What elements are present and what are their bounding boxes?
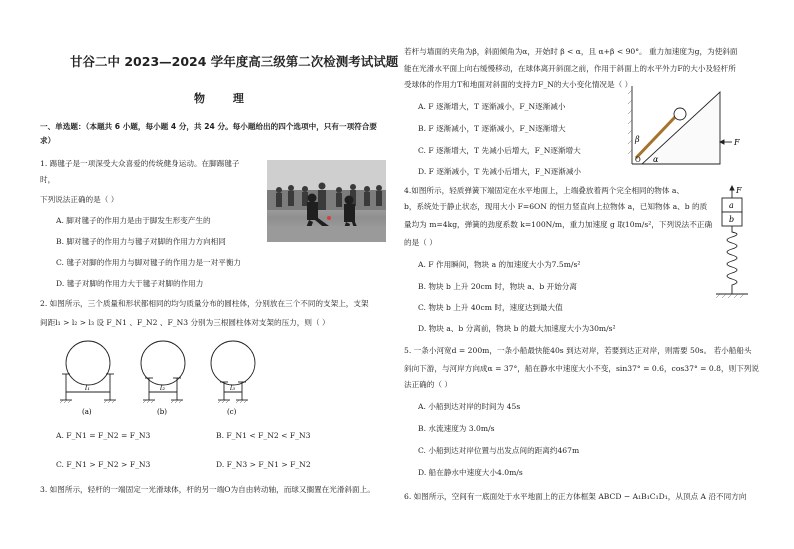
q2-option-b: B. F_N1 < F_N2 < F_N3: [216, 431, 311, 440]
q2-option-a: A. F_N1 = F_N2 = F_N3: [56, 431, 151, 440]
q1-option-d: D. 毽子对脚的作用力大于毽子对脚的作用力: [56, 279, 204, 288]
q2-figure: [60, 338, 300, 418]
q2-option-d: D. F_N3 > F_N1 > F_N2: [216, 460, 311, 469]
q1-stem-ask: 下列说法正确的是（ ）: [40, 195, 119, 204]
q4-stem: 4.如图所示，轻质弹簧下端固定在水平地面上，上端叠放着两个完全相同的物体 a、: [404, 186, 684, 195]
q3-o-label: O: [635, 156, 641, 164]
q2-l2-label: l₂: [160, 384, 166, 392]
q1-option-b: B. 脚对毽子的作用力与毽子对脚的作用力方向相同: [56, 237, 226, 246]
q5-stem: 5. 一条小河宽d = 200m，一条小船最快能40s 到达对岸，若要到达正对岸，则需要 50s。 若小船船头: [404, 346, 752, 355]
q5-stem-line3: 法正确的（ ）: [404, 380, 452, 389]
q2-stem-cont: 间距l₁ > l₂ > l₃ 设 F_N1 、F_N2 、F_N3 分别为三根圆柱体对支架的压力，则（ ）: [40, 318, 330, 327]
q2-fig-b-label: (b): [157, 408, 167, 416]
q5-option-a: A. 小船到达对岸的时间为 45s: [418, 402, 521, 411]
q3-stem-line3: 能在光滑水平面上向右缓慢移动，在球体离开斜面之前，作用于斜面上的水平外力F的大小及轻杆所: [404, 64, 736, 73]
section-heading-cont: 求）: [40, 136, 56, 145]
q4-option-a: A. F 作用瞬间，物块 a 的加速度大小为7.5m/s²: [418, 260, 581, 269]
q5-option-b: B. 水流速度为 3.0m/s: [418, 424, 495, 433]
q1-option-c: C. 毽子对脚的作用力与脚对毽子的作用力是一对平衡力: [56, 258, 242, 267]
q5-stem-line2: 斜向下游，与河岸方向成α = 37°，船在静水中速度大小不变，sin37° = 0.6，cos37° = 0.8，则下列说: [404, 364, 759, 373]
q1-stem-cont: 时，: [40, 175, 56, 184]
q4-a-label: a: [729, 201, 734, 210]
q3-alpha-label: α: [653, 155, 659, 164]
q3-option-d: D. F 逐渐减小，T 先减小后增大，F_N逐渐减小: [418, 167, 582, 176]
q5-option-c: C. 小船到达对岸位置与出发点间的距离约467m: [418, 446, 580, 455]
q1-stem: 1. 踢毽子是一项深受大众喜爱的传统健身运动。在脚踢毽子: [40, 159, 240, 168]
q4-option-b: B. 物块 b 上升 20cm 时，物块 a、b 开始分离: [418, 282, 577, 291]
q3-beta-label: β: [635, 135, 640, 144]
q4-stem-line4: 的是（ ）: [404, 238, 437, 247]
q2-l3-label: l₃: [230, 384, 236, 392]
q3-option-b: B. F 逐渐减小，T 逐渐减小，F_N逐渐增大: [418, 124, 566, 133]
q3-stem: 3. 如图所示，轻杆的一端固定一光滑球体，杆的另一端O为自由转动轴，而球又搁置在光滑斜面上。: [40, 485, 375, 494]
q3-figure: [620, 80, 750, 170]
q4-b-label: b: [729, 215, 735, 224]
subject-heading: 物 理: [194, 92, 256, 105]
q3-option-c: C. F 逐渐增大，T 先减小后增大，F_N逐渐增大: [418, 146, 581, 155]
q2-stem: 2. 如图所示，三个质量和形状都相同的均匀质量分布的圆柱体，分别放在三个不同的支架上，支架: [40, 299, 369, 308]
q4-stem-line2: b，系统处于静止状态，现用大小 F=6ON 的恒力竖直向上拉物体 a，已知物体 a、b 的质: [404, 202, 708, 211]
q4-f-label: F: [736, 186, 742, 195]
q4-stem-line3: 量均为 m=4kg，弹簧的劲度系数 k=100N/m，重力加速度 g 取10m/s²，下列说法不正确: [404, 220, 713, 229]
q2-fig-c-label: (c): [227, 408, 237, 416]
q3-f-label: F: [734, 138, 740, 147]
q3-stem-line2: 若杆与墙面的夹角为β，斜面倾角为α，开始时 β < α，且 α+β < 90°。 重力加速度为g，为使斜面: [404, 47, 738, 56]
q1-option-a: A. 脚对毽子的作用力是由于脚发生形变产生的: [56, 216, 211, 225]
q4-option-d: D. 物块 a、b 分离前，物块 b 的最大加速度大小为30m/s²: [418, 324, 616, 333]
q4-option-c: C. 物块 b 上升 40cm 时，速度达到最大值: [418, 303, 563, 312]
q3-option-a: A. F 逐渐增大，T 逐渐减小，F_N逐渐减小: [418, 102, 566, 111]
shuttlecock-kicking-photo: [267, 160, 386, 242]
q2-option-c: C. F_N1 > F_N2 > F_N3: [56, 460, 151, 469]
q3-stem-line4: 受球体的作用力T和地面对斜面的支持力F_N的大小变化情况是（ ）: [404, 80, 633, 89]
q4-figure: [712, 184, 762, 304]
q5-option-d: D. 船在静水中速度大小4.0m/s: [418, 468, 523, 477]
q6-stem: 6. 如图所示，空间有一底面处于水平地面上的正方体框架 ABCD − A₁B₁C₁D₁，从顶点 A 沿不同方向: [404, 492, 747, 501]
section-heading: 一、单选题：（本题共 6 小题，每小题 4 分，共 24 分。每小题给出的四个选项中，只有一项符合要: [40, 122, 377, 131]
q2-fig-a-label: (a): [82, 408, 92, 416]
q2-l1-label: l₁: [85, 384, 91, 392]
exam-title: 甘谷二中 2023—2024 学年度高三级第二次检测考试试题: [70, 54, 399, 69]
